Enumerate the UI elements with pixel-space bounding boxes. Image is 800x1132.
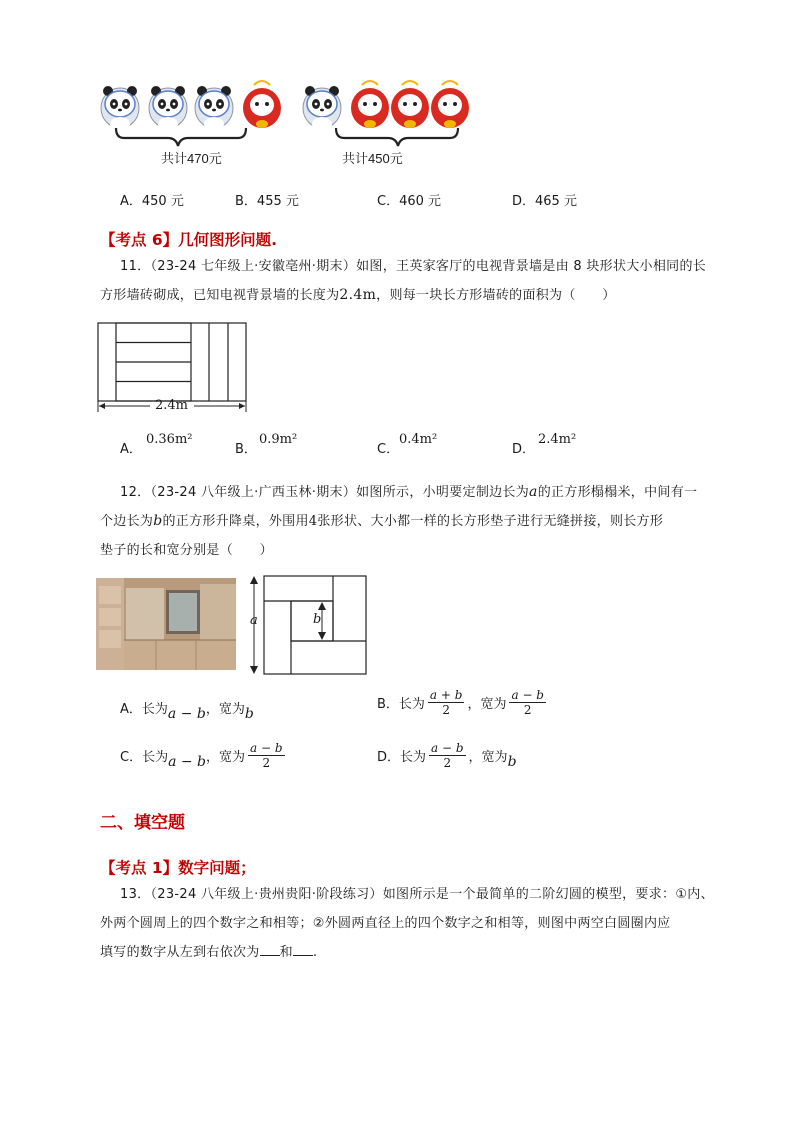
q12-option-a [120,698,254,722]
q12-text [100,478,720,565]
q11-line2-b: ，则每一块长方形墙砖的面积为（ ） [376,288,616,303]
q12-figure-label-a: a [250,613,258,628]
q12-num4: 4 [308,514,318,529]
q11-option-a: A． [120,442,142,457]
q12-option-d-long-fraction: $\frac{a - b}{2}$ [431,741,464,770]
q13-line3-end: . [312,945,318,960]
group1-caption: 共计470元 [161,151,222,166]
tatami-room-photo [96,578,236,670]
section2-heading: 二、填空题 [100,813,185,833]
q12-tatami-diagram [246,574,370,676]
q12-number: 12． [120,485,151,500]
q11-line2-a: 方形墙砖砌成，已知电视背景墙的长度为 [100,288,340,303]
q12-option-b-label: B．长为 [377,697,425,712]
q11-option-c: C． [377,442,400,457]
q12-option-a-label: A．长为 [120,702,168,717]
q11-option-b: B． [235,442,257,457]
q12-option-b-mid: ，宽为 [467,697,507,712]
q11-length-value: 2.4m [339,287,377,303]
q12-source: （23-24 八年级上·广西玉林·期末） [150,485,357,500]
q12-line2-a: 个边长为 [100,514,154,529]
mascot-price-figure [98,78,478,170]
q11-line1: 如图，王英家客厅的电视背景墙是由 8 块形状大小相同的长 [356,259,707,274]
q12-line2-c: 张形状、大小都一样的长方形垫子进行无缝拼接，则长方形 [317,514,664,529]
topic1-heading: 【考点 1】数字问题； [100,859,256,877]
q12-var-b: b [153,513,163,529]
q11-option-d-value: 2.4m² [538,432,577,447]
q12-option-d-mid: ，宽为 [468,750,508,765]
q11-source: （23-24 七年级上·安徽亳州·期末） [150,259,357,274]
q11-option-b-value: 0.9m² [259,432,298,447]
q10-option-b: B．455 元 [235,194,299,209]
q12-option-d-short: b [507,753,517,770]
q12-option-c-short-fraction: $\frac{a - b}{2}$ [250,741,283,770]
q12-var-a: a [529,484,538,500]
q13-line3-a: 填写的数字从左到右依次为 [100,945,260,960]
q12-option-a-mid: ，宽为 [205,702,245,717]
q10-option-c: C．460 元 [377,194,442,209]
q12-figure-label-b: b [313,612,322,627]
q12-option-b-short-fraction: $\frac{a - b}{2}$ [511,688,544,717]
q13-line2: 外两个圆周上的四个数字之和相等；②外圆两直径上的四个数字之和相等，则图中两空白圆圈内应 [100,916,671,931]
q13-blank-2[interactable] [293,943,313,956]
q11-text [100,252,720,310]
topic6-heading: 【考点 6】几何图形问题. [100,231,278,249]
q11-option-d: D． [512,442,536,457]
q11-figure-label: 2.4m [155,398,189,413]
q10-option-a: A．450 元 [120,194,184,209]
q11-option-a-value: 0.36m² [146,432,193,447]
q13-blank-1[interactable] [260,943,280,956]
q12-option-a-short: b [244,705,254,722]
q11-option-c-value: 0.4m² [399,432,438,447]
q13-text [100,880,720,967]
q13-line1: 如图所示是一个最简单的二阶幻圆的模型，要求：①内、 [382,887,714,902]
q12-option-a-long: a − b [167,705,206,722]
q12-option-d [377,741,517,770]
q13-line3-mid: 和 [279,945,293,960]
q12-line1-b: 的正方形榻榻米，中间有一 [537,485,698,500]
q11-number: 11． [120,259,151,274]
q12-option-c [120,741,288,770]
q12-option-c-mid: ，宽为 [206,750,246,765]
q13-source: （23-24 八年级上·贵州贵阳·阶段练习） [150,887,383,902]
q12-option-b [377,688,549,717]
q12-line3: 垫子的长和宽分别是（ ） [100,543,273,558]
q12-option-d-label: D．长为 [377,750,427,765]
q13-number: 13． [120,887,151,902]
group2-caption: 共计450元 [342,151,403,166]
q12-line1-a: 如图所示，小明要定制边长为 [356,485,530,500]
q12-option-c-long: a − b [168,753,207,770]
q12-option-c-label: C．长为 [120,750,169,765]
q12-line2-b: 的正方形升降桌，外围用 [162,514,309,529]
q10-option-d: D．465 元 [512,194,577,209]
q12-option-b-long-fraction: $\frac{a + b}{2}$ [429,688,463,717]
